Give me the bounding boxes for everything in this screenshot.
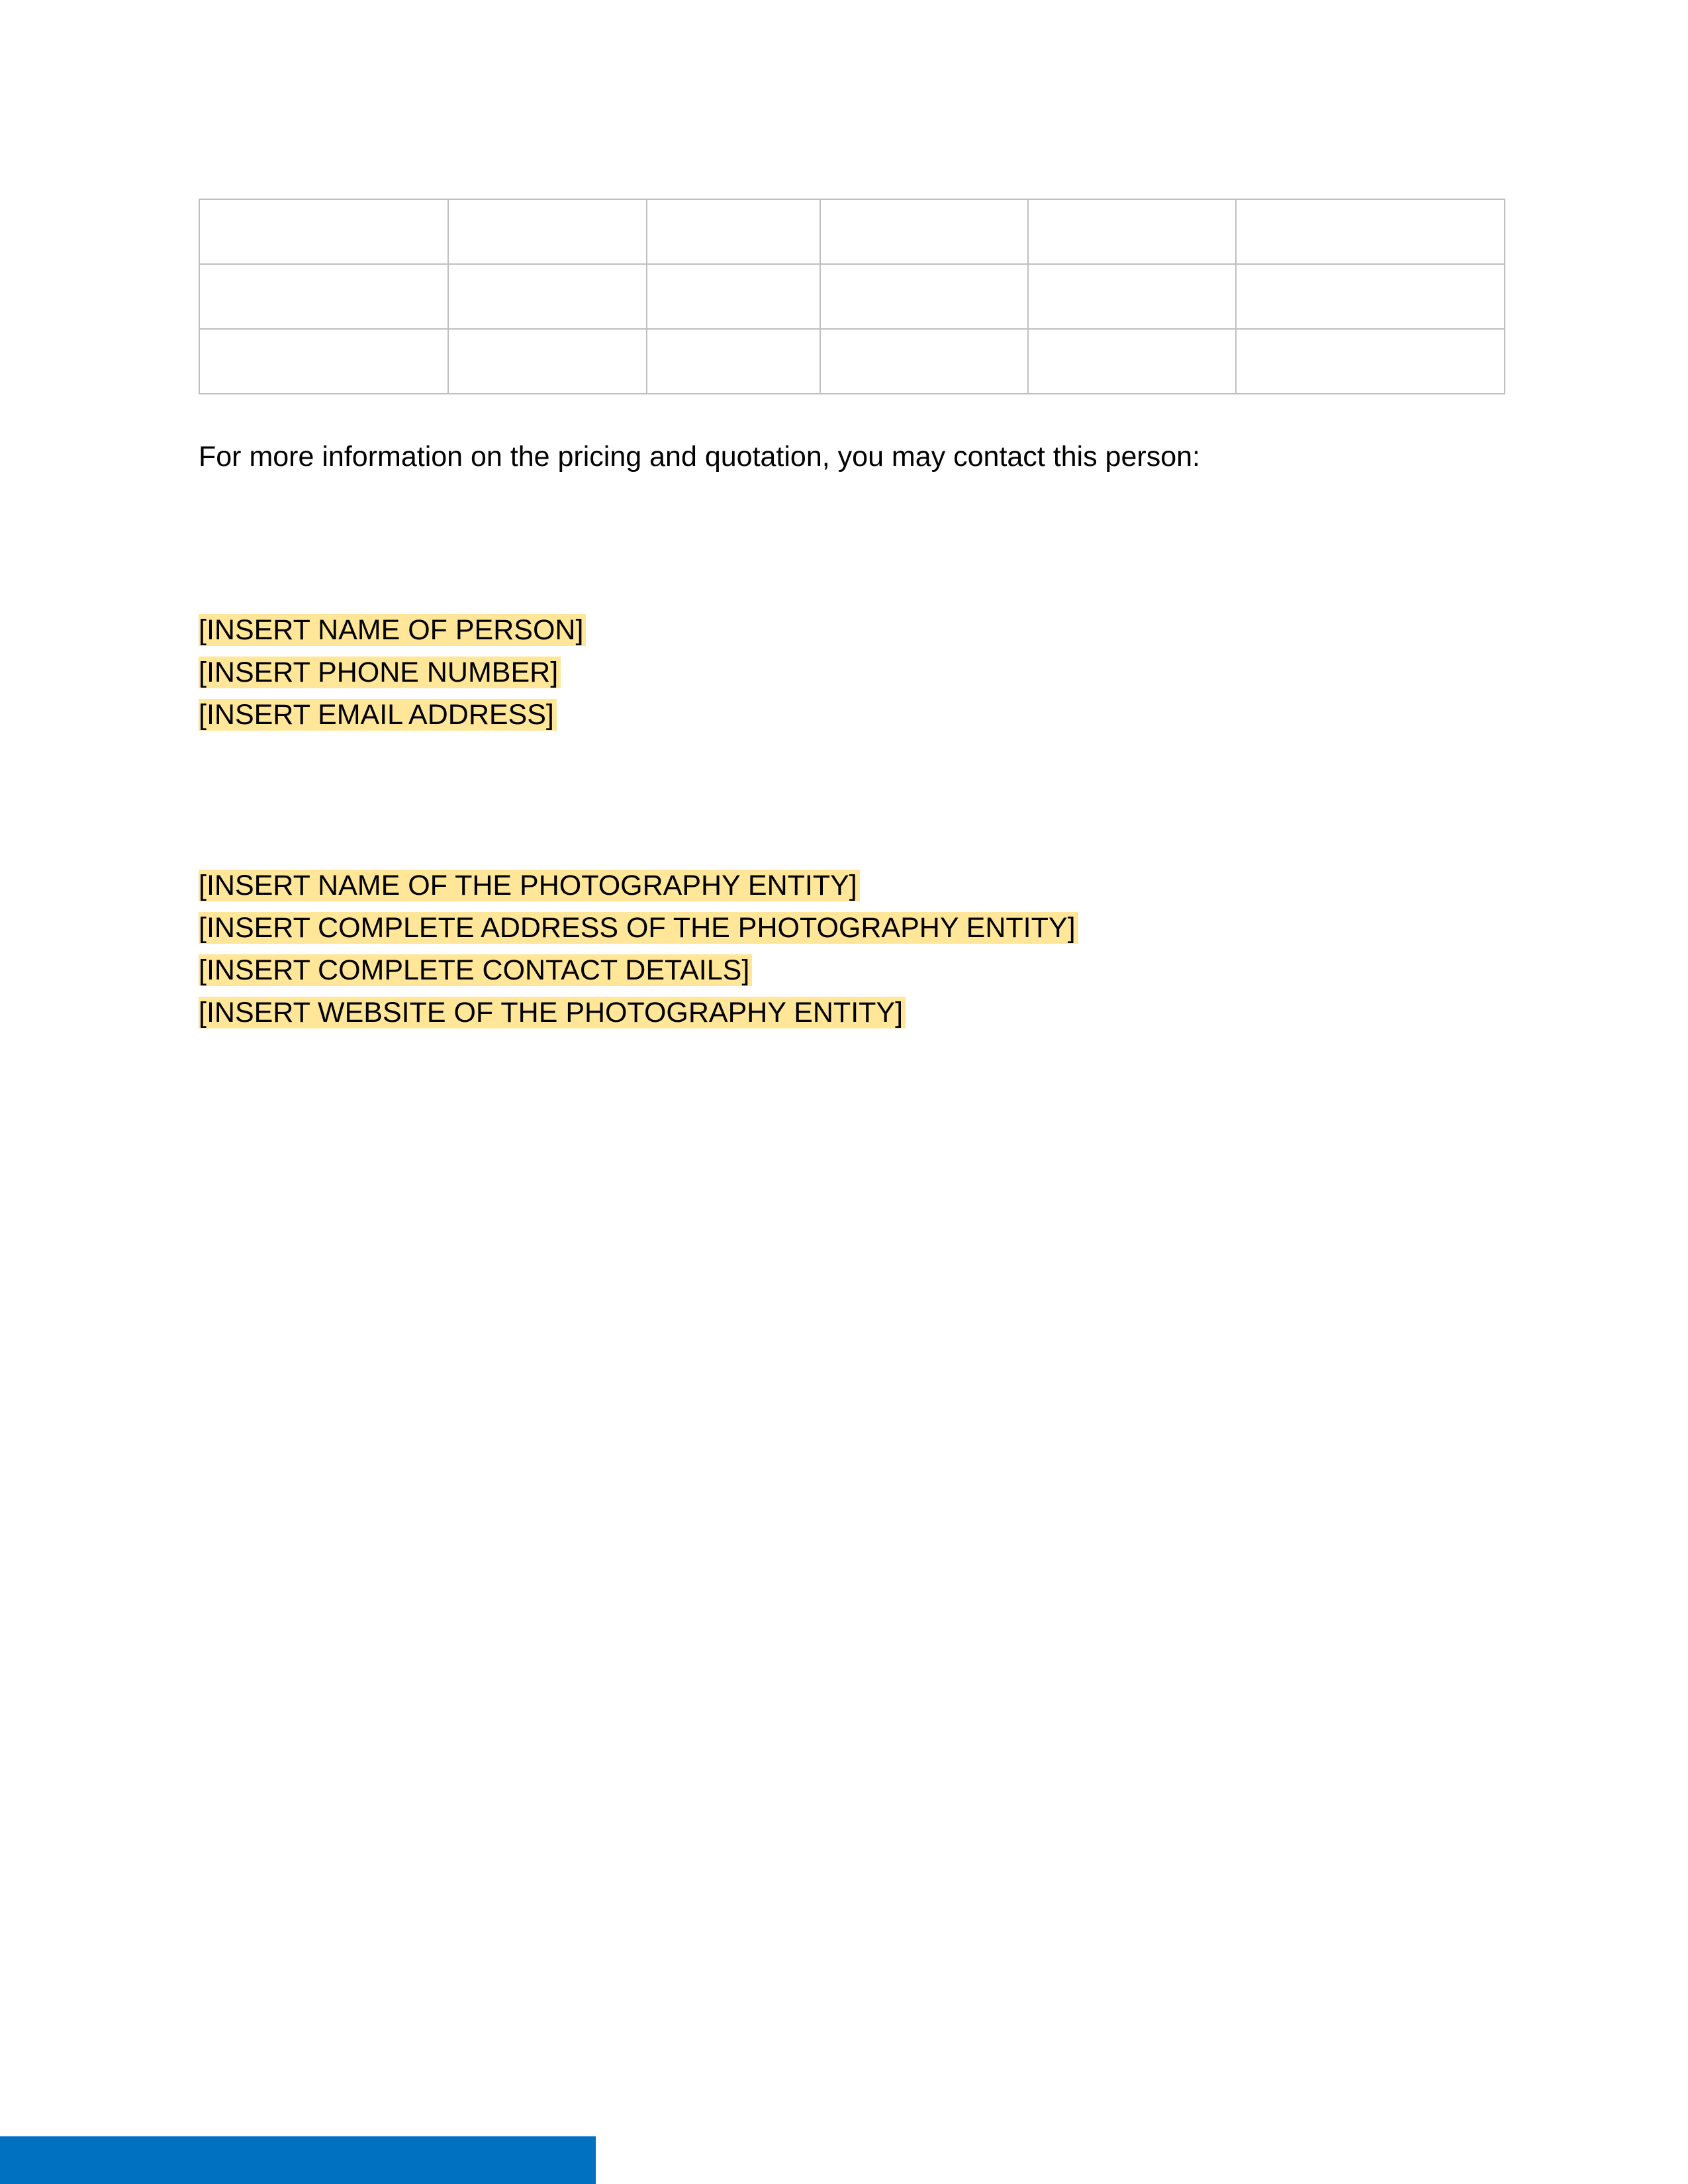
table-cell[interactable] (199, 199, 448, 264)
contact-name-placeholder[interactable]: [INSERT NAME OF PERSON] (199, 614, 586, 646)
table-cell[interactable] (1236, 329, 1505, 394)
entity-name-placeholder[interactable]: [INSERT NAME OF THE PHOTOGRAPHY ENTITY] (199, 870, 860, 901)
table-cell[interactable] (820, 199, 1028, 264)
entity-info-block (199, 864, 1078, 1034)
table-cell[interactable] (448, 264, 647, 329)
table-cell[interactable] (1236, 199, 1505, 264)
intro-paragraph: For more information on the pricing and quotation, you may contact this person: (199, 441, 1200, 473)
table-cell[interactable] (820, 264, 1028, 329)
entity-address-placeholder[interactable]: [INSERT COMPLETE ADDRESS OF THE PHOTOGRAPHY ENTITY] (199, 912, 1078, 944)
table-cell[interactable] (448, 199, 647, 264)
table-cell[interactable] (820, 329, 1028, 394)
pricing-table (199, 199, 1505, 394)
table-cell[interactable] (647, 264, 820, 329)
table-cell[interactable] (1028, 264, 1236, 329)
table-cell[interactable] (448, 329, 647, 394)
footer-accent-bar (0, 2136, 596, 2184)
table-cell[interactable] (199, 264, 448, 329)
table-cell[interactable] (647, 329, 820, 394)
contact-email-placeholder[interactable]: [INSERT EMAIL ADDRESS] (199, 699, 557, 731)
entity-website-placeholder[interactable]: [INSERT WEBSITE OF THE PHOTOGRAPHY ENTITY] (199, 997, 906, 1028)
contact-person-block (199, 609, 586, 736)
table-row (199, 199, 1505, 264)
table-row (199, 329, 1505, 394)
table-row (199, 264, 1505, 329)
table-cell[interactable] (199, 329, 448, 394)
contact-phone-placeholder[interactable]: [INSERT PHONE NUMBER] (199, 657, 561, 688)
table-cell[interactable] (1236, 264, 1505, 329)
table-cell[interactable] (1028, 199, 1236, 264)
table-cell[interactable] (647, 199, 820, 264)
table-cell[interactable] (1028, 329, 1236, 394)
entity-contact-details-placeholder[interactable]: [INSERT COMPLETE CONTACT DETAILS] (199, 954, 752, 986)
